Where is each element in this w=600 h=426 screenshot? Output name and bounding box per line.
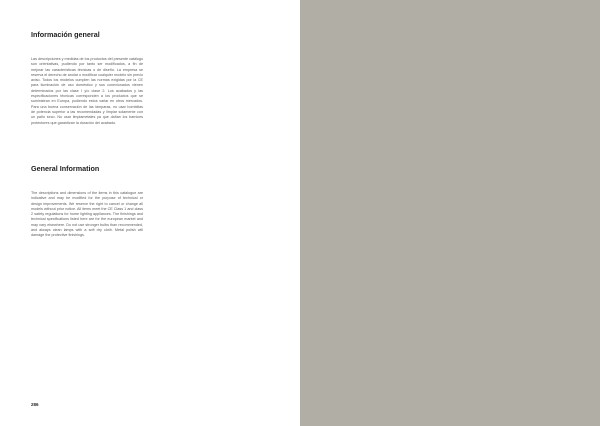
english-section xyxy=(31,164,143,239)
spanish-body-text: Las descripciones y medidas de los productos del presente catálogo son orientativas, pudiendo por tanto ser modificados, a fin de mejorar las características técnicas o de diseño. La empresa se reserva el derecho de anular o modificar cualquier modelo sin previo aviso. Todos los modelos cumplen las normas exigidas por la CE para iluminación de uso doméstico y sus conexionados vienen determinados por las clase I y/o clase 2. Los acabados y las especificaciones técnicas corresponden a los productos que se suministran en Europa, pudiendo estos variar en otros mercados. Para una buena conservación de las lámparas, no usar bombillas de potencia superior a las recomendadas y limpiar solamente con un paño seco. No usar limpiametales ya que dañan los barnices protectores que garantizan la duración del acabado. xyxy=(31,57,143,125)
page-number: 286 xyxy=(31,402,39,407)
spanish-heading: Información general xyxy=(31,30,100,39)
english-heading: General Information xyxy=(31,164,100,173)
english-body-text: The descriptions and dimensions of the items in this catalogue are indicative and may be modified for the purpose of technical or design improvements. We reserve the right to cancel or change all models without prior notice. All items meet the CE Class 1 and class 2 safety regulations for home lighting appliances. The finishings and technical specifications listed here are for the european market and may vary elsewhere. Do not use stronger bulbs than recommended, and always clean lamps with a soft dry cloth. Metal polish will damage the protective finishings. xyxy=(31,191,143,238)
right-page-color-panel xyxy=(300,0,600,426)
spanish-section xyxy=(31,30,143,126)
